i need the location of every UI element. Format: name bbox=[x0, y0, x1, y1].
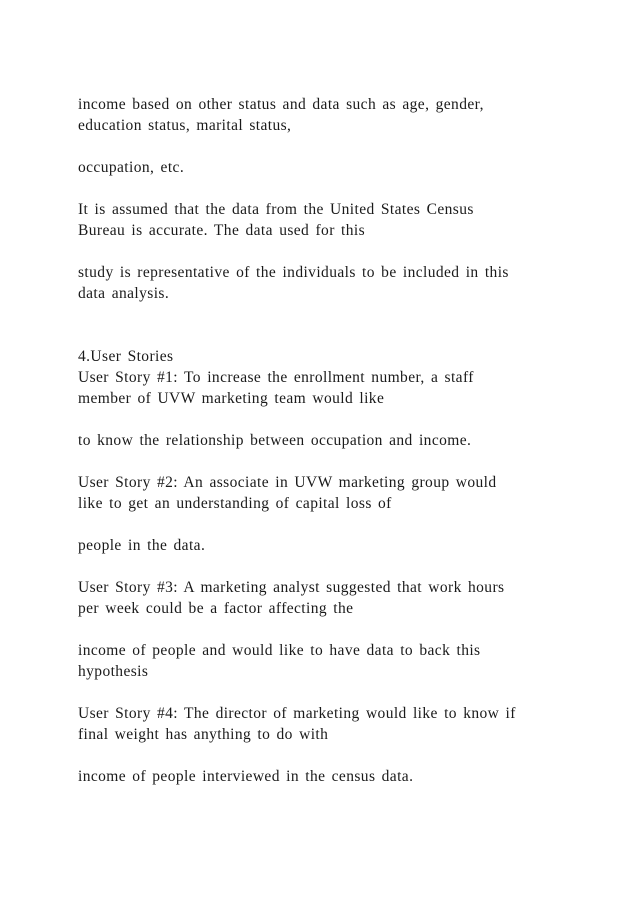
user-story-2-continued: people in the data. bbox=[78, 537, 206, 554]
document-body bbox=[78, 94, 558, 808]
user-story-4: User Story #4: The director of marketing would like to know if final weight has anything to do with bbox=[78, 705, 516, 743]
user-story-2: User Story #2: An associate in UVW marketing group would like to get an understanding of capital loss of bbox=[78, 474, 497, 512]
paragraph-representative-study: study is representative of the individuals to be included in this data analysis. bbox=[78, 264, 509, 302]
paragraph-census-assumption: It is assumed that the data from the United States Census Bureau is accurate. The data used for this bbox=[78, 201, 474, 239]
user-story-3-continued: income of people and would like to have data to back this hypothesis bbox=[78, 642, 481, 680]
user-story-3: User Story #3: A marketing analyst suggested that work hours per week could be a factor affecting the bbox=[78, 579, 505, 617]
user-stories-section bbox=[78, 346, 558, 787]
paragraph-income-status: income based on other status and data such as age, gender, education status, marital status, bbox=[78, 96, 484, 134]
user-story-4-continued: income of people interviewed in the census data. bbox=[78, 768, 414, 785]
section-heading-user-stories: 4.User Stories bbox=[78, 348, 174, 365]
paragraph-occupation: occupation, etc. bbox=[78, 159, 185, 176]
user-story-1: User Story #1: To increase the enrollment number, a staff member of UVW marketing team would like bbox=[78, 369, 474, 407]
user-story-1-continued: to know the relationship between occupation and income. bbox=[78, 432, 472, 449]
